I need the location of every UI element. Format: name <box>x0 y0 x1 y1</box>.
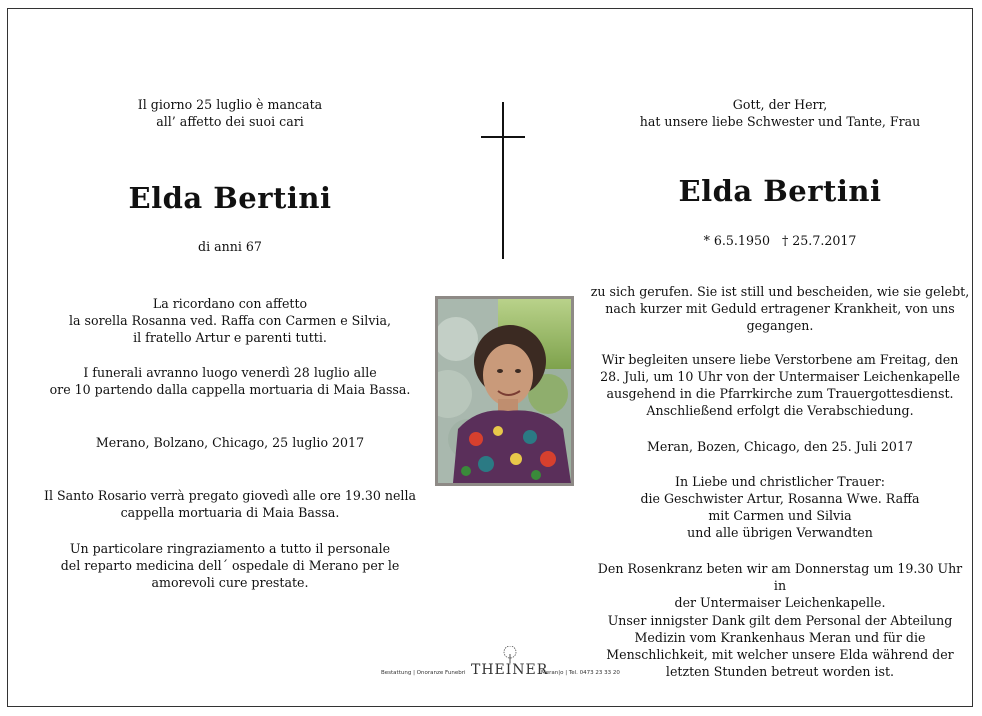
left-thanks-line-3: amorevoli cure prestate. <box>151 575 309 590</box>
funeral-home-footer <box>381 660 631 690</box>
left-remember-line-1: La ricordano con affetto <box>152 296 308 311</box>
left-funeral <box>40 364 420 398</box>
left-place-date-block <box>40 434 420 451</box>
right-funeral-line-1: Wir begleiten unsere liebe Verstorbene am Freitag, den <box>601 352 959 367</box>
left-rosary-line-1: Il Santo Rosario verrà pregato giovedì alle ore 19.30 nella <box>43 488 417 503</box>
footer-right-text: Meran|o | Tel. 0473 23 33 20 <box>541 670 620 676</box>
right-thanks-line-1: Unser innigster Dank gilt dem Personal der Abteilung <box>607 613 953 628</box>
right-called-line-3: gegangen. <box>746 318 814 333</box>
left-age: di anni 67 <box>198 239 262 254</box>
right-mourners-line-1: In Liebe und christlicher Trauer: <box>675 474 885 489</box>
right-called <box>590 283 970 334</box>
cross-vertical <box>502 102 504 259</box>
right-intro <box>590 96 970 130</box>
left-remember-line-2: la sorella Rosanna ved. Raffa con Carmen e Silvia, <box>69 313 391 328</box>
right-thanks-line-2: Medizin vom Krankenhaus Meran und für die <box>634 630 926 645</box>
right-funeral-line-3: ausgehend in die Pfarrkirche zum Trauergottesdienst. <box>606 386 954 401</box>
cross-horizontal <box>481 136 525 138</box>
left-name-block <box>40 181 420 215</box>
left-remember-line-3: il fratello Artur e parenti tutti. <box>133 330 327 345</box>
right-place-date-block <box>590 438 970 455</box>
left-funeral-line-1: I funerali avranno luogo venerdì 28 luglio alle <box>83 365 377 380</box>
right-funeral-line-4: Anschließend erfolgt die Verabschiedung. <box>646 403 914 418</box>
right-funeral-line-2: 28. Juli, um 10 Uhr von der Untermaiser Leichenkapelle <box>600 369 960 384</box>
left-remember <box>40 295 420 346</box>
right-thanks <box>590 612 970 680</box>
left-age-block <box>40 238 420 255</box>
right-called-line-1: zu sich gerufen. Sie ist still und bescheiden, wie sie gelebt, <box>590 284 970 299</box>
left-deceased-name: Elda Bertini <box>128 181 332 215</box>
left-thanks <box>40 540 420 591</box>
right-funeral <box>590 351 970 419</box>
right-intro-line-1: Gott, der Herr, <box>732 97 828 112</box>
right-intro-line-2: hat unsere liebe Schwester und Tante, Frau <box>639 114 921 129</box>
left-thanks-line-2: del reparto medicina dell´ ospedale di Merano per le <box>60 558 400 573</box>
footer-left-text: Bestattung | Onoranze Funebri <box>381 670 466 676</box>
left-place-date: Merano, Bolzano, Chicago, 25 luglio 2017 <box>95 435 365 450</box>
right-mourners-line-2: die Geschwister Artur, Rosanna Wwe. Raffa <box>640 491 920 506</box>
left-rosary <box>40 487 420 521</box>
left-rosary-line-2: cappella mortuaria di Maia Bassa. <box>120 505 340 520</box>
right-place-date: Meran, Bozen, Chicago, den 25. Juli 2017 <box>647 439 913 454</box>
left-intro-line-2: all’ affetto dei suoi cari <box>156 114 304 129</box>
left-funeral-line-2: ore 10 partendo dalla cappella mortuaria di Maia Bassa. <box>49 382 411 397</box>
right-thanks-line-3: Menschlichkeit, mit welcher unsere Elda während der <box>606 647 954 662</box>
right-rosary <box>590 560 970 611</box>
portrait-frame <box>435 296 574 486</box>
right-rosary-line-2: der Untermaiser Leichenkapelle. <box>674 595 886 610</box>
right-mourners-line-4: und alle übrigen Verwandten <box>687 525 873 540</box>
right-deceased-name: Elda Bertini <box>678 174 882 208</box>
portrait-photo <box>438 299 571 483</box>
right-dates: * 6.5.1950 † 25.7.2017 <box>703 233 857 248</box>
right-dates-block <box>590 232 970 249</box>
left-intro-line-1: Il giorno 25 luglio è mancata <box>137 97 323 112</box>
right-mourners-line-3: mit Carmen und Silvia <box>708 508 852 523</box>
left-intro <box>40 96 420 130</box>
right-thanks-line-4: letzten Stunden betreut worden ist. <box>665 664 895 679</box>
right-rosary-line-1: Den Rosenkranz beten wir am Donnerstag um 19.30 Uhr in <box>597 561 963 593</box>
right-name-block <box>590 174 970 208</box>
footer-brand: THEINER <box>471 662 549 678</box>
left-thanks-line-1: Un particolare ringraziamento a tutto il personale <box>69 541 391 556</box>
right-mourners <box>590 473 970 541</box>
right-called-line-2: nach kurzer mit Geduld ertragener Krankheit, von uns <box>605 301 955 316</box>
